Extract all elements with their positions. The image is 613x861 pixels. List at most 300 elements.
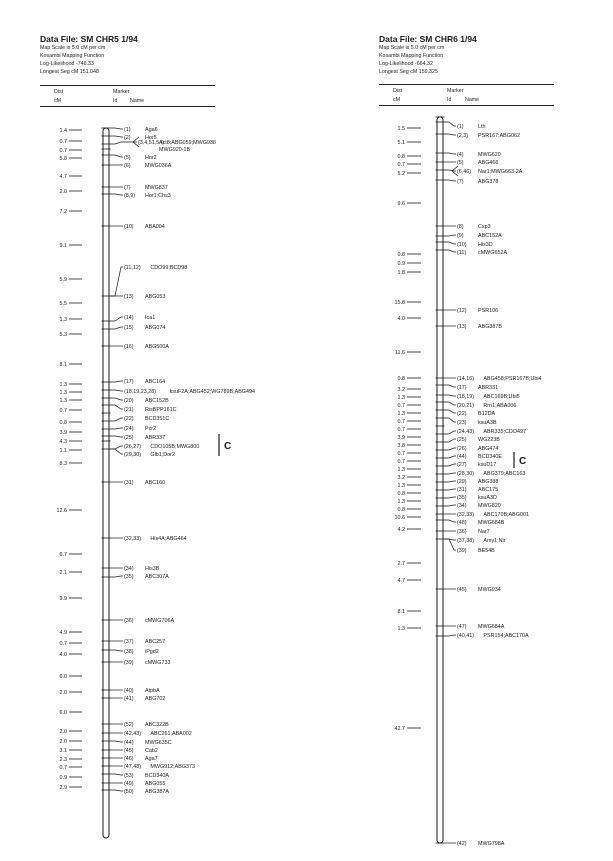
marker-id: (11) — [457, 250, 467, 256]
marker-name: Rrn1;ABA006 — [483, 403, 517, 409]
distance-label: 6.7 — [59, 552, 67, 558]
distance-label: 11.6 — [394, 350, 405, 356]
marker-leader — [111, 741, 124, 742]
marker-leader — [111, 327, 124, 329]
marker-name: His3D — [478, 242, 493, 248]
marker-id: (7) — [124, 185, 131, 191]
marker-leader — [111, 576, 124, 577]
marker-name: WG223B — [478, 437, 500, 443]
distance-label: 0.7 — [397, 162, 405, 168]
marker-id: (7) — [457, 179, 464, 185]
marker-leader — [445, 456, 457, 458]
marker-leader — [111, 381, 124, 382]
marker-name: ABC152A — [478, 233, 502, 239]
marker-leader — [445, 122, 457, 126]
marker-leader — [445, 464, 457, 466]
distance-label: 0.8 — [397, 507, 405, 513]
distance-label: 0.8 — [397, 376, 405, 382]
marker-leader — [111, 650, 124, 651]
marker-leader — [445, 170, 457, 171]
marker-id: (52) — [124, 722, 134, 728]
marker-leader — [111, 790, 124, 791]
marker-id: (26,27) — [124, 444, 142, 450]
centromere-label: C — [519, 456, 527, 467]
marker-name: MWG635C — [145, 740, 172, 746]
marker-id: (11,12) — [124, 265, 141, 271]
distance-label: 0.7 — [59, 641, 67, 647]
distance-label: 6.0 — [59, 710, 67, 716]
marker-name: ABG702 — [145, 696, 166, 702]
marker-leader — [445, 489, 457, 490]
marker-id: (6) — [124, 163, 131, 169]
marker-leader — [111, 155, 124, 157]
distance-label: 3.1 — [59, 748, 67, 754]
marker-id: (2) — [124, 135, 131, 141]
marker-name: ABG388 — [478, 479, 499, 485]
distance-label: 42.7 — [394, 726, 405, 732]
marker-leader — [445, 153, 457, 154]
distance-label: 0.7 — [59, 408, 67, 414]
marker-name: Nar1;MWG663-2A — [478, 169, 523, 175]
marker-name: MWG620 — [478, 152, 501, 158]
distance-label: 2.0 — [59, 189, 67, 195]
marker-leader — [445, 505, 457, 506]
marker-leader — [445, 473, 457, 474]
marker-id: (32,33) — [457, 512, 475, 518]
marker-id: (8,9) — [124, 193, 136, 199]
distance-label: 0.8 — [397, 252, 405, 258]
marker-name: cMWG733 — [145, 660, 171, 666]
map-scale-line: Map Scale is 5.0 cM per cm — [379, 45, 445, 51]
distance-label: 1.5 — [397, 126, 405, 132]
marker-name: MWG837 — [145, 185, 168, 191]
distance-label: 0.7 — [397, 427, 405, 433]
marker-leader — [111, 390, 124, 391]
mapping-function-line: Kosambi Mapping Function — [379, 53, 444, 59]
marker-leader — [445, 250, 457, 252]
distance-label: 4.0 — [397, 316, 405, 322]
distance-label: 2.3 — [59, 757, 67, 763]
marker-id: (5) — [124, 155, 131, 161]
marker-id: (16) — [124, 344, 134, 350]
marker-id: (34) — [457, 503, 467, 509]
marker-name: PSR106 — [478, 308, 499, 314]
marker-leader — [445, 385, 457, 387]
marker-name: Nar7 — [478, 529, 490, 535]
marker-leader — [445, 418, 457, 422]
marker-name: ABG474 — [478, 446, 499, 452]
marker-id: (31) — [457, 487, 467, 493]
marker-name: cMWG706A — [145, 618, 175, 624]
distance-label: 3.2 — [397, 387, 405, 393]
distance-label: 0.8 — [397, 491, 405, 497]
distance-label: 0.7 — [397, 403, 405, 409]
marker-name: His3B — [145, 566, 160, 572]
distance-label: 1.4 — [59, 128, 67, 134]
map-scale-line: Map Scale is 5.0 cM per cm — [40, 45, 106, 51]
marker-name: ABG466 — [478, 160, 499, 166]
marker-name: ABC322B — [145, 722, 169, 728]
marker-id: (47,48) — [124, 764, 142, 770]
marker-id: (2,3) — [457, 133, 469, 139]
marker-name: MWG684A — [478, 624, 505, 630]
marker-id: (6,46) — [457, 169, 472, 175]
col-name: Name — [465, 97, 480, 103]
marker-name: ABC257 — [145, 639, 166, 645]
col-dist-unit: cM — [54, 98, 62, 104]
distance-label: 0.7 — [59, 139, 67, 145]
marker-id: (50) — [124, 789, 134, 795]
marker-id: (40,41) — [457, 633, 475, 639]
marker-id: (39) — [124, 660, 134, 666]
marker-name: MWG798A — [478, 841, 505, 847]
distance-label: 12.6 — [56, 508, 67, 514]
marker-name: Hor5 — [145, 135, 157, 141]
marker-id: (45) — [457, 587, 467, 593]
marker-name: CDO99;BCD98 — [150, 265, 188, 271]
marker-name: Glb1;Dor2 — [150, 452, 175, 458]
marker-name: ABG500A — [145, 344, 169, 350]
marker-leader — [111, 436, 124, 437]
distance-label: 3.8 — [397, 443, 405, 449]
marker-id: (26) — [457, 446, 467, 452]
marker-leader — [445, 481, 457, 482]
marker-leader — [111, 446, 124, 449]
marker-name: ABR337 — [145, 435, 166, 441]
distance-label: 0.7 — [397, 459, 405, 465]
marker-name: ksuA3D — [478, 495, 497, 501]
marker-id: (29,30) — [124, 452, 142, 458]
marker-name: MWG036A — [145, 163, 172, 169]
marker-name: Pcr2 — [145, 426, 157, 432]
distance-label: 4.9 — [59, 630, 67, 636]
distance-label: 4.3 — [59, 439, 67, 445]
marker-id: (48) — [457, 520, 467, 526]
marker-name: Cab2 — [145, 748, 158, 754]
distance-label: 0.7 — [397, 419, 405, 425]
distance-label: 5.3 — [59, 332, 67, 338]
marker-name: RisBPP161C — [145, 407, 177, 413]
marker-name: ABG379;ABC163 — [483, 471, 526, 477]
marker-name: ksuF2A;ABG452;WG789B;ABG494 — [169, 389, 256, 395]
marker-id: (38) — [124, 649, 134, 655]
marker-name: ABG458;PSR167B;Ubi4 — [483, 376, 542, 382]
marker-name: Amy1;Nir — [483, 538, 506, 544]
centromere-label: C — [224, 441, 232, 452]
distance-label: 10.6 — [394, 515, 405, 521]
marker-leader — [111, 428, 124, 429]
marker-id: (42,43) — [124, 731, 142, 737]
distance-label: 1.1 — [59, 448, 67, 454]
marker-name: ABG387A — [145, 789, 169, 795]
marker-id: (22) — [124, 416, 134, 422]
distance-label: 0.9 — [397, 261, 405, 267]
distance-label: 5.2 — [397, 171, 405, 177]
marker-leader — [111, 398, 124, 400]
marker-name: BCD340A — [145, 773, 169, 779]
marker-leader — [111, 128, 124, 129]
longest-seg-line: Longest Seg cM 159.325 — [379, 69, 438, 75]
chromosome-bar — [103, 128, 109, 838]
distance-label: 0.8 — [397, 154, 405, 160]
marker-name: ABC164 — [145, 379, 166, 385]
marker-leader — [111, 449, 124, 454]
distance-label: 4.7 — [397, 578, 405, 584]
marker-name: ABR331 — [478, 385, 499, 391]
marker-name: BE54B — [478, 548, 495, 554]
distance-label: 9.1 — [59, 243, 67, 249]
col-id: Id — [113, 98, 118, 104]
marker-id: (18,19,23,28) — [124, 389, 157, 395]
marker-id: (37,38) — [457, 538, 475, 544]
distance-label: 8.1 — [397, 609, 405, 615]
marker-leader — [445, 539, 457, 550]
marker-id: (36) — [457, 529, 467, 535]
distance-label: 0.7 — [59, 148, 67, 154]
marker-id: (25) — [457, 437, 467, 443]
marker-leader — [445, 635, 457, 636]
marker-id: (35) — [457, 495, 467, 501]
marker-name: PSR154;ABC170A — [483, 633, 529, 639]
marker-name: cMWG652A — [478, 250, 508, 256]
log-likelihood-line: Log-Likelihood -664.32 — [379, 61, 433, 67]
distance-label: 2.1 — [59, 570, 67, 576]
longest-seg-line: Longest Seg cM 151.048 — [40, 69, 99, 75]
marker-id: (15) — [124, 325, 134, 331]
marker-id: (20,21) — [457, 403, 475, 409]
distance-label: 15.8 — [394, 300, 405, 306]
marker-id: (47) — [457, 624, 467, 630]
distance-label: 1.3 — [397, 411, 405, 417]
marker-name: iPgd2 — [145, 649, 159, 655]
marker-id: (32,33) — [124, 536, 142, 542]
marker-name: ABG378 — [478, 179, 499, 185]
marker-id: (34) — [124, 566, 134, 572]
distance-label: 1.3 — [59, 398, 67, 404]
marker-name: MWG920-1B — [159, 147, 191, 153]
marker-id: (8) — [457, 224, 464, 230]
marker-name: MWG934 — [478, 587, 501, 593]
marker-name: Hor1;Chs3 — [145, 193, 171, 199]
marker-id: (13) — [457, 324, 467, 330]
distance-label: 5.1 — [397, 140, 405, 146]
marker-name: Lth — [478, 124, 486, 130]
marker-id: (9) — [457, 233, 464, 239]
marker-id: (5) — [457, 160, 464, 166]
marker-name: ABR335;CDO497 — [483, 429, 526, 435]
marker-id: (23) — [457, 420, 467, 426]
distance-label: 1.3 — [59, 382, 67, 388]
marker-id: (1) — [124, 127, 131, 133]
map-title: Data File: SM CHR5 1/94 — [40, 34, 138, 44]
distance-label: 6.0 — [59, 674, 67, 680]
marker-name: Hor2 — [145, 155, 157, 161]
marker-name: BCD340E — [478, 454, 502, 460]
marker-id: (18,19) — [457, 394, 475, 400]
col-dist-unit: cM — [393, 97, 401, 103]
marker-name: ABG387B — [478, 324, 502, 330]
distance-label: 8.1 — [59, 362, 67, 368]
marker-leader — [445, 448, 457, 450]
marker-name: CDO105B;MWG800 — [150, 444, 200, 450]
marker-id: (17) — [457, 385, 467, 391]
distance-label: 5.8 — [59, 156, 67, 162]
distance-label: 1.3 — [397, 483, 405, 489]
marker-id: (35) — [124, 574, 134, 580]
distance-label: 4.7 — [59, 174, 67, 180]
distance-label: 2.9 — [59, 785, 67, 791]
marker-leader — [111, 136, 124, 137]
marker-id: (28,30) — [457, 471, 475, 477]
marker-name: Ica1 — [145, 315, 156, 321]
marker-id: (40) — [124, 688, 134, 694]
distance-label: 0.9 — [59, 775, 67, 781]
distance-label: 0.7 — [59, 765, 67, 771]
marker-name: ABC261;ABA002 — [150, 731, 192, 737]
marker-leader — [445, 235, 457, 236]
marker-leader — [445, 180, 457, 181]
marker-id: (17) — [124, 379, 134, 385]
marker-name: ABC152B — [145, 398, 169, 404]
marker-id: (20) — [124, 398, 134, 404]
marker-name: MWG912;ABG373 — [150, 764, 196, 770]
col-id: Id — [447, 97, 452, 103]
marker-id: (41) — [124, 696, 134, 702]
distance-label: 9.6 — [397, 201, 405, 207]
marker-leader — [445, 410, 457, 413]
marker-id: (49) — [124, 781, 134, 787]
marker-id: (53) — [124, 773, 134, 779]
distance-label: 4.2 — [397, 527, 405, 533]
col-name: Name — [130, 98, 145, 104]
marker-id: (46) — [124, 756, 134, 762]
marker-name: ABG055 — [145, 781, 166, 787]
marker-name: ABC175 — [478, 487, 499, 493]
distance-label: 0.7 — [397, 451, 405, 457]
marker-name: ABG074 — [145, 325, 166, 331]
marker-id: (10) — [124, 224, 134, 230]
marker-leader — [445, 431, 457, 434]
marker-id: (39) — [457, 548, 467, 554]
marker-leader — [445, 134, 457, 135]
distance-label: 2.0 — [59, 690, 67, 696]
marker-id: (27) — [457, 462, 467, 468]
distance-label: 1.3 — [397, 499, 405, 505]
marker-name: ABC160 — [145, 480, 166, 486]
marker-name: ABC169B;Ubi5 — [483, 394, 520, 400]
chr6-linkage-map — [300, 0, 600, 861]
marker-id: (44) — [124, 740, 134, 746]
marker-id: (12) — [457, 308, 467, 314]
chr5-panel — [0, 0, 300, 861]
marker-name: ABC307A — [145, 574, 169, 580]
distance-label: 9.9 — [59, 596, 67, 602]
marker-id: (22) — [457, 411, 467, 417]
marker-id: (1) — [457, 124, 464, 130]
marker-name: AtpbA — [145, 688, 160, 694]
distance-label: 1.8 — [397, 270, 405, 276]
distance-label: 7.2 — [59, 209, 67, 215]
marker-id: (37) — [124, 639, 134, 645]
distance-label: 2.0 — [59, 729, 67, 735]
marker-name: PSR167;ABG062 — [478, 133, 520, 139]
marker-id: (4) — [457, 152, 464, 158]
marker-id: (14) — [124, 315, 134, 321]
distance-label: 3.9 — [397, 435, 405, 441]
marker-leader — [445, 439, 457, 442]
col-dist: Dist — [54, 89, 64, 95]
distance-label: 8.3 — [59, 461, 67, 467]
distance-label: 1.3 — [397, 626, 405, 632]
distance-label: 1.3 — [59, 390, 67, 396]
marker-id: (13) — [124, 294, 134, 300]
marker-name: MWG684B — [478, 520, 505, 526]
distance-label: 2.7 — [397, 561, 405, 567]
col-dist: Dist — [393, 88, 403, 94]
marker-name: His4A;ABG464 — [150, 536, 187, 542]
marker-name: ABG053 — [145, 294, 166, 300]
marker-id: (21) — [124, 407, 134, 413]
marker-id: (45) — [124, 748, 134, 754]
marker-id: (29) — [457, 479, 467, 485]
col-marker: Marker — [113, 89, 130, 95]
chr5-linkage-map — [0, 0, 300, 861]
marker-name: ksuA3B — [478, 420, 497, 426]
distance-label: 5.5 — [59, 301, 67, 307]
marker-name: ABC170B;ABG001 — [483, 512, 529, 518]
marker-name: ksuD17 — [478, 462, 497, 468]
marker-id: (24,43) — [457, 429, 475, 435]
marker-name: ABA004 — [145, 224, 165, 230]
mapping-function-line: Kosambi Mapping Function — [40, 53, 105, 59]
marker-name: Aga7 — [145, 756, 158, 762]
marker-id: (36) — [124, 618, 134, 624]
marker-name: Act8;ABG059;MWG938 — [159, 140, 216, 146]
marker-name: B12DA — [478, 411, 496, 417]
marker-leader — [445, 402, 457, 405]
distance-label: 3.2 — [397, 475, 405, 481]
marker-leader — [111, 317, 124, 321]
distance-label: 1.3 — [397, 395, 405, 401]
marker-id: (24) — [124, 426, 134, 432]
marker-id: (31) — [124, 480, 134, 486]
marker-leader — [111, 774, 124, 775]
map-title: Data File: SM CHR6 1/94 — [379, 34, 477, 44]
marker-name: Aga6 — [145, 127, 158, 133]
marker-id: (3,4,51,54) — [138, 140, 165, 146]
distance-label: 4.0 — [59, 652, 67, 658]
distance-label: 5.9 — [59, 277, 67, 283]
distance-label: 1.3 — [397, 467, 405, 473]
log-likelihood-line: Log-Likelihood -746.33 — [40, 61, 94, 67]
marker-id: (44) — [457, 454, 467, 460]
marker-leader — [445, 242, 457, 244]
marker-id: (25) — [124, 435, 134, 441]
marker-leader — [445, 395, 457, 396]
marker-leader — [111, 405, 124, 409]
marker-name: Cxp3 — [478, 224, 491, 230]
distance-label: 3.9 — [59, 430, 67, 436]
marker-name: MWG820 — [478, 503, 501, 509]
marker-leader — [445, 497, 457, 498]
distance-label: 0.8 — [59, 420, 67, 426]
marker-id: (10) — [457, 242, 467, 248]
marker-id: (42) — [457, 841, 467, 847]
chr6-panel — [300, 0, 600, 861]
marker-leader — [111, 418, 124, 421]
marker-id: (14,16) — [457, 376, 475, 382]
distance-label: 1.3 — [59, 317, 67, 323]
